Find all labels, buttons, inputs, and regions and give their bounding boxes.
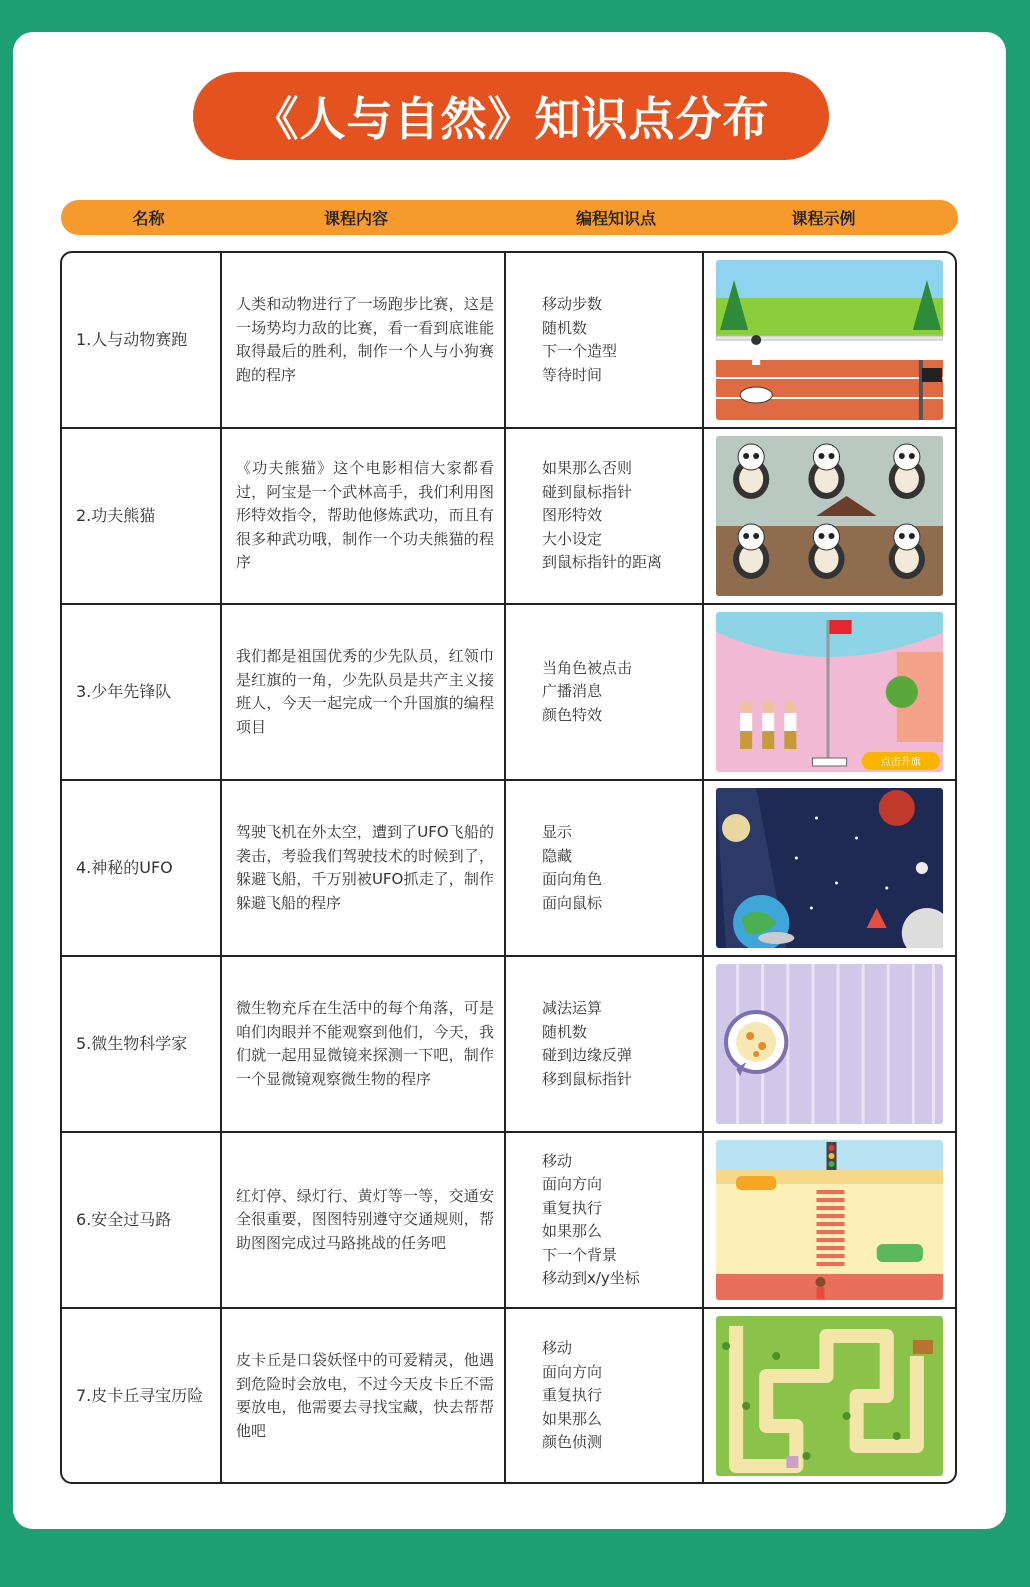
race-scene bbox=[716, 260, 943, 420]
table-header-bar bbox=[61, 200, 958, 235]
course-name: 4.神秘的UFO bbox=[62, 780, 221, 956]
knowledge-points bbox=[505, 604, 703, 780]
example-cell bbox=[703, 780, 955, 956]
knowledge-point: 重复执行 bbox=[542, 1386, 603, 1405]
knowledge-point: 当角色被点击 bbox=[542, 658, 633, 677]
course-description: 驾驶飞机在外太空，遭到了UFO飞船的袭击，考验我们驾驶技术的时候到了，躲避飞船，千万别被UFO抓走了，制作躲避飞船的程序 bbox=[221, 780, 505, 956]
table-row bbox=[62, 604, 955, 780]
knowledge-points bbox=[505, 1132, 703, 1308]
table-row bbox=[62, 1132, 955, 1308]
course-description: 人类和动物进行了一场跑步比赛，这是一场势均力敌的比赛，看一看到底谁能取得最后的胜利，制作一个人与小狗赛跑的程序 bbox=[221, 253, 505, 428]
flag-scene bbox=[716, 612, 943, 772]
course-description: 《功夫熊猫》这个电影相信大家都看过，阿宝是一个武林高手，我们利用图形特效指令，帮助他修炼武功，而且有很多种武功哦，制作一个功夫熊猫的程序 bbox=[221, 428, 505, 604]
example-cell bbox=[703, 1132, 955, 1308]
knowledge-point: 等待时间 bbox=[542, 365, 603, 384]
knowledge-point: 隐藏 bbox=[542, 846, 573, 865]
header-knowledge: 编程知识点 bbox=[575, 209, 656, 228]
page-title: 《人与自然》知识点分布 bbox=[193, 72, 829, 160]
knowledge-point: 面向角色 bbox=[542, 870, 603, 888]
course-name: 6.安全过马路 bbox=[62, 1132, 221, 1308]
knowledge-point: 重复执行 bbox=[542, 1198, 603, 1217]
knowledge-point: 随机数 bbox=[542, 1022, 588, 1041]
course-name: 3.少年先锋队 bbox=[62, 604, 221, 780]
table-row bbox=[62, 956, 955, 1132]
table-row bbox=[62, 780, 955, 956]
space-scene bbox=[716, 788, 943, 948]
course-description: 我们都是祖国优秀的少先队员，红领巾是红旗的一角，少先队员是共产主义接班人，今天一起完成一个升国旗的编程项目 bbox=[221, 604, 505, 780]
header-content: 课程内容 bbox=[323, 209, 388, 228]
knowledge-point: 图形特效 bbox=[542, 506, 603, 525]
panda-scene bbox=[716, 436, 943, 596]
course-description: 微生物充斥在生活中的每个角落，可是咱们肉眼并不能观察到他们，今天，我们就一起用显微镜来探测一下吧，制作一个显微镜观察微生物的程序 bbox=[221, 956, 505, 1132]
knowledge-point: 到鼠标指针的距离 bbox=[542, 553, 663, 572]
knowledge-table bbox=[60, 251, 957, 1484]
knowledge-point: 随机数 bbox=[542, 318, 588, 337]
course-name: 1.人与动物赛跑 bbox=[62, 253, 221, 428]
course-description: 皮卡丘是口袋妖怪中的可爱精灵，他遇到危险时会放电，不过今天皮卡丘不需要放电，他需要去寻找宝藏，快去帮帮他吧 bbox=[221, 1308, 505, 1483]
knowledge-points bbox=[505, 780, 703, 956]
example-cell bbox=[703, 428, 955, 604]
course-name: 2.功夫熊猫 bbox=[62, 428, 221, 604]
svg-text:点击升旗: 点击升旗 bbox=[880, 757, 921, 768]
knowledge-point: 移动到x/y坐标 bbox=[542, 1269, 640, 1287]
knowledge-point: 面向鼠标 bbox=[542, 893, 603, 912]
example-cell bbox=[703, 253, 955, 428]
knowledge-point: 面向方向 bbox=[542, 1362, 603, 1381]
knowledge-point: 移动 bbox=[542, 1339, 573, 1358]
knowledge-points bbox=[505, 253, 703, 428]
header-name: 名称 bbox=[132, 209, 165, 228]
example-cell bbox=[703, 604, 955, 780]
table-row bbox=[62, 253, 955, 428]
knowledge-point: 移到鼠标指针 bbox=[542, 1069, 633, 1088]
crossing-scene bbox=[716, 1140, 943, 1300]
knowledge-point: 移动步数 bbox=[542, 295, 603, 313]
knowledge-point: 广播消息 bbox=[542, 682, 603, 701]
knowledge-point: 减法运算 bbox=[542, 999, 603, 1017]
knowledge-point: 下一个造型 bbox=[542, 342, 618, 360]
knowledge-point: 碰到边缘反弹 bbox=[542, 1046, 633, 1064]
course-name: 5.微生物科学家 bbox=[62, 956, 221, 1132]
knowledge-point: 如果那么 bbox=[542, 1409, 603, 1428]
knowledge-point: 下一个背景 bbox=[542, 1245, 618, 1264]
knowledge-point: 大小设定 bbox=[542, 529, 603, 548]
knowledge-point: 显示 bbox=[542, 823, 573, 841]
knowledge-point: 移动 bbox=[542, 1151, 573, 1170]
header-example: 课程示例 bbox=[791, 209, 856, 228]
knowledge-point: 面向方向 bbox=[542, 1175, 603, 1193]
knowledge-point: 颜色侦测 bbox=[542, 1433, 603, 1452]
knowledge-point: 碰到鼠标指针 bbox=[542, 482, 633, 501]
course-description: 红灯停、绿灯行、黄灯等一等，交通安全很重要，图图特别遵守交通规则，帮助图图完成过马路挑战的任务吧 bbox=[221, 1132, 505, 1308]
maze-scene bbox=[716, 1316, 943, 1476]
knowledge-point: 如果那么 bbox=[542, 1222, 603, 1240]
knowledge-point: 如果那么否则 bbox=[542, 459, 633, 478]
knowledge-points bbox=[505, 428, 703, 604]
table-row bbox=[62, 428, 955, 604]
watermark: ​ bbox=[408, 371, 478, 492]
knowledge-point: 颜色特效 bbox=[542, 705, 603, 724]
table-row bbox=[62, 1308, 955, 1483]
course-name: 7.皮卡丘寻宝历险 bbox=[62, 1308, 221, 1483]
knowledge-points bbox=[505, 1308, 703, 1483]
content-card bbox=[13, 32, 1006, 1529]
example-cell bbox=[703, 956, 955, 1132]
example-cell bbox=[703, 1308, 955, 1483]
microscope-scene bbox=[716, 964, 943, 1124]
knowledge-points bbox=[505, 956, 703, 1132]
